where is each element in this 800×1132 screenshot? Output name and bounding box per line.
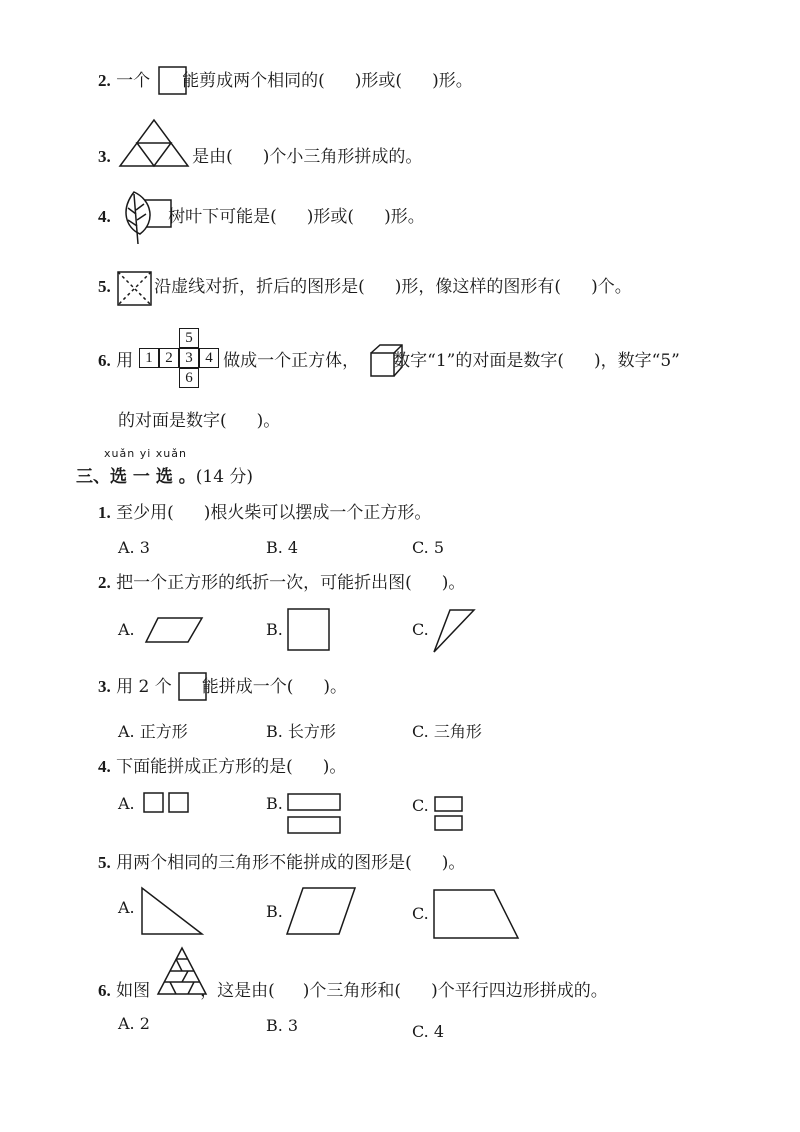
option-a[interactable]: A. 正方形: [118, 722, 188, 741]
question-3-2: [98, 572, 465, 594]
question-text: )形或(: [306, 207, 355, 227]
layered-triangle-figure: [156, 946, 208, 996]
question-2-6-continued: [118, 410, 280, 432]
section-title: [76, 462, 253, 487]
net-cell: 1: [139, 348, 159, 368]
question-number: 6.: [98, 351, 111, 370]
option-c[interactable]: C. 4: [412, 1022, 445, 1041]
question-number: 3.: [98, 147, 111, 166]
option-c[interactable]: C. 三角形: [412, 722, 482, 741]
question-number: 5.: [98, 853, 111, 872]
question-3-5: [98, 852, 465, 874]
question-number: 2.: [98, 71, 111, 90]
option-b[interactable]: B. 4: [266, 538, 299, 557]
net-cell: 6: [179, 368, 199, 388]
question-text: 下面能拼成正方形的是(: [116, 757, 293, 777]
question-text: )形，像这样的图形有(: [394, 277, 562, 297]
question-text: )形或(: [354, 71, 403, 91]
question-3-4: [98, 756, 346, 778]
question-text: )。: [322, 757, 347, 777]
parallelogram-figure[interactable]: [144, 616, 204, 644]
question-text: )个三角形和(: [302, 981, 402, 1001]
square-figure: [158, 66, 188, 96]
net-cell: 3: [179, 348, 199, 368]
question-number: 4.: [98, 207, 111, 226]
net-cell: 5: [179, 328, 199, 348]
question-text: )，数字“5”: [594, 351, 680, 371]
trapezoid-figure[interactable]: [432, 888, 520, 940]
cube-icon: [370, 344, 404, 378]
question-text: 沿虚线对折，折后的图形是(: [154, 277, 365, 297]
option-b[interactable]: B.: [266, 794, 283, 813]
question-text: )。: [256, 411, 281, 431]
option-a[interactable]: A.: [118, 794, 135, 813]
question-2-2: [98, 70, 473, 92]
question-text: 用 2 个: [116, 677, 172, 697]
question-text: )形。: [432, 71, 473, 91]
net-cell: 2: [159, 348, 179, 368]
two-squares-figure[interactable]: [143, 792, 193, 814]
question-number: 3.: [98, 677, 111, 696]
section-pinyin: xuǎn yi xuǎn: [104, 447, 187, 460]
option-c[interactable]: C.: [412, 796, 429, 815]
square-dashed-diagonal-figure: [117, 271, 153, 307]
section-title-text: 三、选 一 选 。: [76, 467, 196, 487]
option-a[interactable]: A. 3: [118, 538, 150, 557]
question-text: )。: [441, 573, 466, 593]
question-text: 至少用(: [116, 503, 174, 523]
square-figure[interactable]: [287, 608, 331, 652]
question-text: 做成一个正方体，: [223, 351, 360, 371]
question-text: )个。: [591, 277, 632, 297]
question-text: 树叶下可能是(: [168, 207, 277, 227]
right-triangle-figure[interactable]: [140, 886, 204, 936]
question-3-1: [98, 502, 431, 524]
parallelogram-figure[interactable]: [285, 886, 357, 936]
two-small-rectangles-figure[interactable]: [434, 796, 466, 834]
question-text: 用两个相同的三角形不能拼成的图形是(: [116, 853, 412, 873]
two-long-rectangles-figure[interactable]: [287, 793, 343, 835]
question-text: )。: [441, 853, 466, 873]
option-b[interactable]: B. 长方形: [266, 722, 336, 741]
option-c[interactable]: C.: [412, 620, 429, 639]
square-figure: [178, 672, 208, 702]
option-c[interactable]: C.: [412, 904, 429, 923]
option-b[interactable]: B. 3: [266, 1016, 299, 1035]
right-triangle-figure[interactable]: [432, 608, 476, 654]
question-text: 能拼成一个(: [201, 677, 294, 697]
question-text: )形。: [384, 207, 425, 227]
triangle-divided-figure: [118, 118, 190, 168]
net-cell: 4: [199, 348, 219, 368]
question-number: 1.: [98, 503, 111, 522]
question-text: 能剪成两个相同的(: [182, 71, 325, 91]
question-3-3: [98, 676, 347, 698]
question-number: 6.: [98, 981, 111, 1000]
question-text: )根火柴可以摆成一个正方形。: [203, 503, 432, 523]
option-b[interactable]: B.: [266, 620, 283, 639]
question-text: 一个: [116, 71, 151, 91]
option-b[interactable]: B.: [266, 902, 283, 921]
leaf-icon: [116, 188, 174, 248]
question-text: 把一个正方形的纸折一次，可能折出图(: [116, 573, 412, 593]
question-number: 4.: [98, 757, 111, 776]
question-text: )个小三角形拼成的。: [262, 147, 423, 167]
question-2-5: [98, 276, 632, 298]
question-text: )。: [323, 677, 348, 697]
question-text: 数字“1”的对面是数字(: [393, 351, 564, 371]
question-text: 用: [116, 351, 134, 371]
section-score: (14 分): [195, 467, 254, 487]
option-a[interactable]: A.: [118, 620, 135, 639]
question-text: 的对面是数字(: [118, 411, 227, 431]
option-a[interactable]: A. 2: [118, 1014, 150, 1033]
option-c[interactable]: C. 5: [412, 538, 445, 557]
question-number: 2.: [98, 573, 111, 592]
question-text: )个平行四边形拼成的。: [431, 981, 608, 1001]
question-text: 是由(: [192, 147, 233, 167]
question-number: 5.: [98, 277, 111, 296]
question-text: 如图: [116, 981, 151, 1001]
question-text: ，这是由(: [200, 981, 275, 1001]
option-a[interactable]: A.: [118, 898, 135, 917]
